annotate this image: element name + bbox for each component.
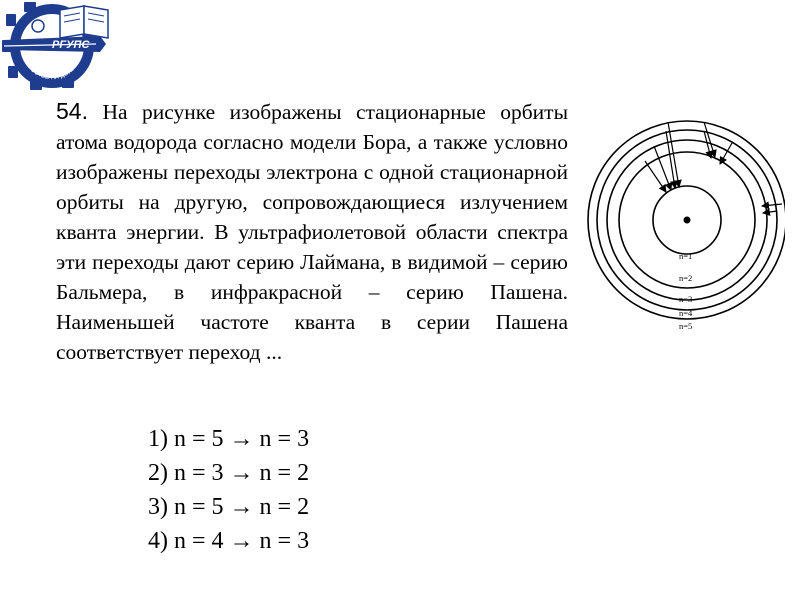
logo-ring-text: РОСТОВ-НА-ДОНУ xyxy=(26,64,77,82)
question-number: 54. xyxy=(56,98,88,124)
rgups-logo xyxy=(0,0,118,92)
transition-arrow xyxy=(763,211,777,213)
orbit-label: n=4 xyxy=(679,308,693,318)
transition-arrow xyxy=(654,146,671,190)
nucleus xyxy=(684,217,691,224)
question-body: На рисунке изображены стационарные орбиты атома водорода согласно модели Бора, а также условно изображены переходы электрона с одной стационарной орбиты на другую, сопровождающиеся излучением кванта энергии. В ультрафиолетовой области спектра эти переходы дают серию Лаймана, в видимой – серию Бальмера, в инфракрасной – серию Пашена. Наименьшей частоте кванта в серии Пашена соответствует переход ... xyxy=(56,100,569,364)
orbit-label: n=5 xyxy=(679,321,693,331)
answer-option-3[interactable]: 3) n = 5 → n = 2 xyxy=(148,494,310,520)
question-text xyxy=(56,96,568,367)
answer-option-2[interactable]: 2) n = 3 → n = 2 xyxy=(148,460,310,486)
transition-arrow xyxy=(645,161,666,192)
orbit-label: n=2 xyxy=(679,273,693,283)
logo-title: РГУПС xyxy=(52,39,90,51)
answer-option-1[interactable]: 1) n = 5 → n = 3 xyxy=(148,426,310,452)
answer-options xyxy=(148,422,309,558)
bohr-orbits-diagram xyxy=(585,118,785,336)
orbit-label: n=1 xyxy=(679,251,693,261)
answer-option-4[interactable]: 4) n = 4 → n = 3 xyxy=(148,528,310,554)
orbit-label: n=3 xyxy=(679,294,693,304)
